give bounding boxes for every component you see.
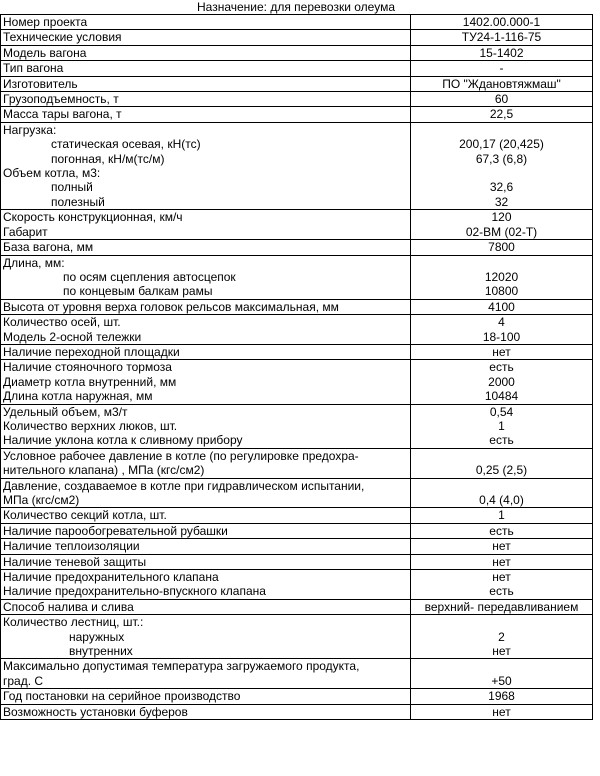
row-value: 1402.00.000-1 — [411, 15, 593, 30]
safety-intake-valve-value: есть — [489, 584, 514, 599]
row-value: нет — [411, 539, 593, 554]
row-label: Возможность установки буферов — [1, 704, 411, 719]
max-temp-label-line2: град. С — [3, 673, 44, 688]
document-title: Назначение: для перевозки олеума — [196, 0, 395, 14]
max-temp-value: +50 — [411, 659, 593, 689]
slope-label: Наличие уклона котла к сливному прибору — [3, 433, 243, 448]
speed-label-cell — [1, 210, 411, 240]
bogie-label: Модель 2-осной тележки — [3, 329, 142, 344]
table-row — [1, 61, 593, 76]
row-value: 15-1402 — [411, 45, 593, 60]
row-label: Изготовитель — [1, 76, 411, 91]
wagon-specs-table — [0, 14, 593, 720]
speed-value: 120 — [491, 210, 512, 225]
ladders-heading: Количество лестниц, шт.: — [3, 615, 144, 630]
specific-volume-value: 0,54 — [489, 404, 514, 419]
row-label: Грузоподъемность, т — [1, 92, 411, 107]
gabarit-label: Габарит — [3, 224, 48, 239]
row-label: Наличие теневой защиты — [1, 554, 411, 569]
speed-value-cell — [411, 210, 593, 240]
table-row-axles — [1, 315, 593, 345]
length-coupler-value: 12020 — [484, 269, 519, 284]
row-label: Масса тары вагона, т — [1, 107, 411, 122]
row-value: ПО "Ждановтяжмаш" — [411, 76, 593, 91]
specific-volume-label: Удельный объем, м3/т — [3, 404, 128, 419]
max-temp-label-cell — [1, 659, 411, 689]
table-row — [1, 240, 593, 255]
table-row — [1, 92, 593, 107]
hatches-value: 1 — [498, 418, 505, 433]
test-pressure-label-line2: МПа (кгс/см2) — [3, 493, 80, 507]
tank-length-value: 10484 — [484, 389, 519, 404]
row-label: Наличие парообогревательной рубашки — [1, 523, 411, 538]
row-label: База вагона, мм — [1, 240, 411, 255]
row-value: ТУ24-1-116-75 — [411, 30, 593, 45]
parking-brake-value: есть — [489, 360, 514, 375]
row-value: 1 — [411, 508, 593, 523]
ladders-outer-value: 2 — [498, 629, 505, 644]
safety-intake-valve-label: Наличие предохранительно-впускного клапана — [3, 584, 266, 599]
row-label: Способ налива и слива — [1, 599, 411, 614]
row-label: Наличие теплоизоляции — [1, 539, 411, 554]
table-row — [1, 704, 593, 719]
row-value: верхний- передавливанием — [411, 599, 593, 614]
test-pressure-label-cell — [1, 478, 411, 508]
ladders-outer-label: наружных — [69, 629, 125, 644]
table-row — [1, 107, 593, 122]
valves-label-cell — [1, 570, 411, 600]
table-row — [1, 508, 593, 523]
load-static-value: 200,17 (20,425) — [459, 137, 544, 152]
load-linear-label: погонная, кН/м(тс/м) — [51, 151, 165, 166]
safety-valve-label: Наличие предохранительного клапана — [3, 570, 219, 585]
length-coupler-label: по осям сцепления автосцепок — [63, 269, 236, 284]
load-label-cell — [1, 122, 411, 209]
row-value: 7800 — [411, 240, 593, 255]
ladders-inner-label: внутренних — [69, 644, 133, 659]
table-row-speed — [1, 210, 593, 240]
group-b-label-cell — [1, 404, 411, 448]
table-row-max-temp — [1, 659, 593, 689]
volume-full-label: полный — [51, 180, 93, 195]
safety-valve-value: нет — [492, 570, 511, 585]
volume-full-value: 32,6 — [489, 180, 514, 195]
max-temp-label-line1: Максимально допустимая температура загружаемого продукта, — [3, 659, 360, 674]
row-label: Наличие переходной площадки — [1, 344, 411, 359]
group-a-label-cell — [1, 360, 411, 404]
row-label: Номер проекта — [1, 15, 411, 30]
table-row — [1, 554, 593, 569]
parking-brake-label: Наличие стояночного тормоза — [3, 360, 172, 375]
ladders-inner-value: нет — [492, 644, 511, 659]
specs-body — [1, 15, 593, 720]
table-row — [1, 539, 593, 554]
row-label: Технические условия — [1, 30, 411, 45]
row-label: Высота от уровня верха головок рельсов максимальная, мм — [1, 299, 411, 314]
table-row — [1, 30, 593, 45]
axles-label: Количество осей, шт. — [3, 315, 121, 330]
load-heading: Нагрузка: — [3, 122, 57, 137]
tank-diameter-label: Диаметр котла внутренний, мм — [3, 374, 177, 389]
table-row-ladders — [1, 615, 593, 659]
test-pressure-label-line1: Давление, создаваемое в котле при гидравлическом испытании, — [3, 478, 365, 493]
group-b-value-cell — [411, 404, 593, 448]
row-value: есть — [411, 523, 593, 538]
length-label-cell — [1, 255, 411, 299]
load-static-label: статическая осевая, кН(тс) — [51, 137, 201, 152]
axles-label-cell — [1, 315, 411, 345]
table-row — [1, 299, 593, 314]
table-row — [1, 45, 593, 60]
table-row — [1, 344, 593, 359]
test-pressure-value: 0,4 (4,0) — [411, 478, 593, 508]
load-linear-value: 67,3 (6,8) — [475, 151, 528, 166]
tank-diameter-value: 2000 — [488, 374, 515, 389]
load-value-cell — [411, 122, 593, 209]
axles-value-cell — [411, 315, 593, 345]
row-value: 1968 — [411, 689, 593, 704]
row-label: Количество секций котла, шт. — [1, 508, 411, 523]
volume-useful-label: полезный — [51, 194, 105, 209]
speed-label: Скорость конструкционная, км/ч — [3, 210, 183, 225]
length-value-cell — [411, 255, 593, 299]
pressure-label-line2: нительного клапана) , МПа (кгс/см2) — [3, 463, 205, 478]
slope-value: есть — [489, 433, 514, 448]
row-value: 22,5 — [411, 107, 593, 122]
row-value: - — [411, 61, 593, 76]
table-row — [1, 599, 593, 614]
row-value: нет — [411, 554, 593, 569]
table-row-pressure — [1, 448, 593, 478]
volume-useful-value: 32 — [494, 194, 509, 209]
table-row-group-b — [1, 404, 593, 448]
valves-value-cell — [411, 570, 593, 600]
hatches-label: Количество верхних люков, шт. — [3, 418, 178, 433]
length-heading: Длина, мм: — [3, 255, 65, 270]
table-row-load — [1, 122, 593, 209]
gabarit-value: 02-ВМ (02-Т) — [465, 224, 538, 239]
table-row — [1, 15, 593, 30]
table-row-length — [1, 255, 593, 299]
pressure-label-cell — [1, 448, 411, 478]
table-row-valves — [1, 570, 593, 600]
group-a-value-cell — [411, 360, 593, 404]
pressure-value: 0,25 (2,5) — [411, 448, 593, 478]
row-value: 4100 — [411, 299, 593, 314]
ladders-label-cell — [1, 615, 411, 659]
table-row — [1, 523, 593, 538]
axles-value: 4 — [498, 315, 505, 330]
tank-length-label: Длина котла наружная, мм — [3, 389, 153, 404]
pressure-label-line1: Условное рабочее давление в котле (по регулировке предохра- — [3, 448, 359, 463]
length-frame-label: по концевым балкам рамы — [63, 284, 213, 299]
row-label: Модель вагона — [1, 45, 411, 60]
row-label: Год постановки на серийное производство — [1, 689, 411, 704]
row-label: Тип вагона — [1, 61, 411, 76]
row-value: нет — [411, 344, 593, 359]
table-row-test-pressure — [1, 478, 593, 508]
ladders-value-cell — [411, 615, 593, 659]
length-frame-value: 10800 — [484, 284, 519, 299]
bogie-value: 18-100 — [482, 329, 521, 344]
volume-heading: Объем котла, м3: — [3, 166, 101, 181]
table-row — [1, 76, 593, 91]
table-row-group-a — [1, 360, 593, 404]
table-row — [1, 689, 593, 704]
row-value: нет — [411, 704, 593, 719]
row-value: 60 — [411, 92, 593, 107]
